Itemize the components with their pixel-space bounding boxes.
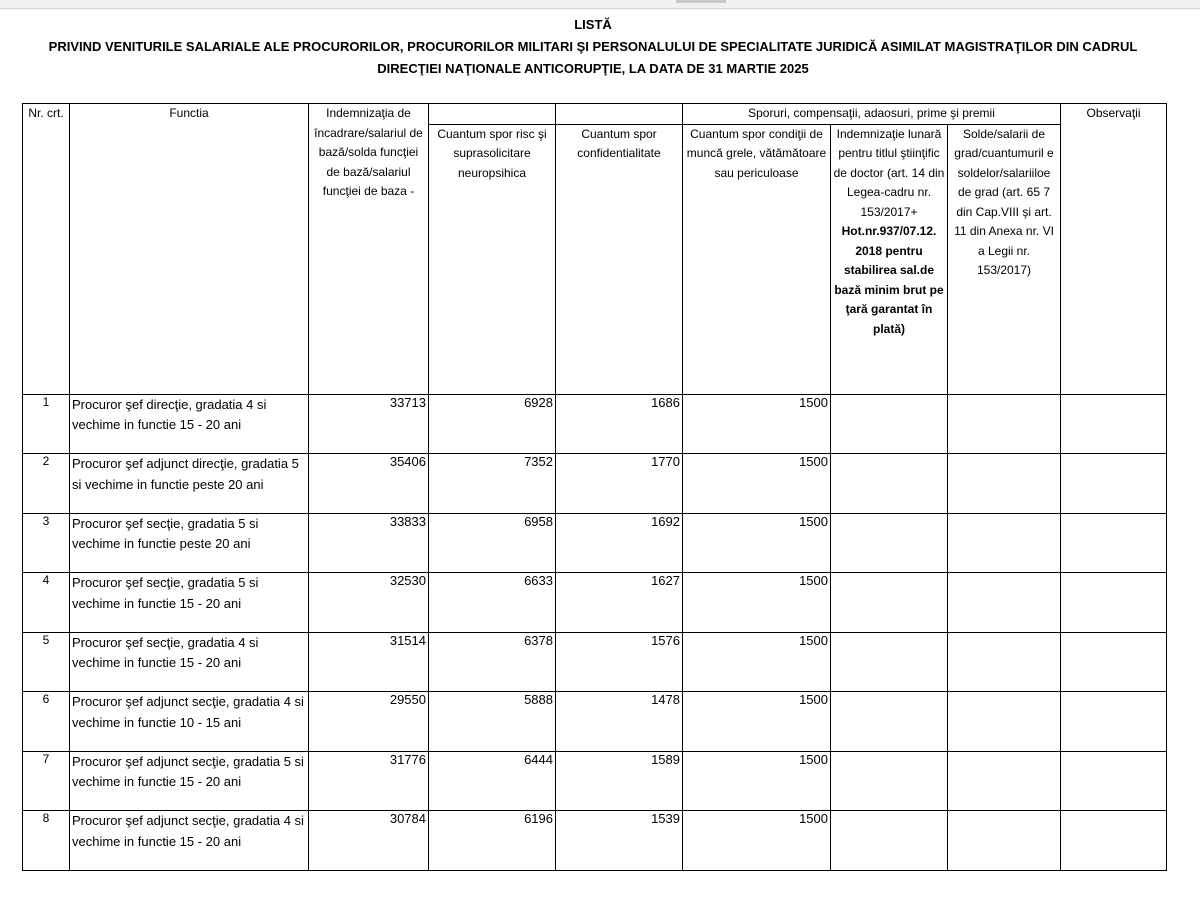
header-sporuri-group: Sporuri, compensaţii, adaosuri, prime şi premii	[683, 104, 1061, 125]
cell-indemnizatie-doctor	[831, 692, 948, 752]
cell-nr: 3	[23, 513, 70, 573]
cell-spor-confidential: 1770	[556, 454, 683, 514]
header-blank-2	[556, 104, 683, 125]
cell-nr: 5	[23, 632, 70, 692]
table-row	[23, 454, 1167, 514]
cell-nr: 1	[23, 394, 70, 454]
title-line-2: PRIVIND VENITURILE SALARIALE ALE PROCURORILOR, PROCURORILOR MILITARI ŞI PERSONALULUI DE SPECIALITATE JURIDICĂ ASIMILAT MAGISTRAŢILOR DIN CADRUL	[48, 39, 1138, 54]
cell-indemnizatie-doctor	[831, 811, 948, 871]
cell-functia: Procuror şef secţie, gradatia 5 si vechime in functie peste 20 ani	[70, 513, 309, 573]
cell-indemnizatia: 31514	[309, 632, 429, 692]
cell-spor-conditii: 1500	[683, 573, 831, 633]
cell-indemnizatia: 29550	[309, 692, 429, 752]
cell-observatii	[1061, 632, 1167, 692]
cell-spor-conditii: 1500	[683, 394, 831, 454]
cell-indemnizatia: 31776	[309, 751, 429, 811]
cell-spor-risc: 6928	[429, 394, 556, 454]
header-row-top	[23, 104, 1167, 125]
cell-solde	[948, 692, 1061, 752]
cell-solde	[948, 513, 1061, 573]
cell-solde	[948, 751, 1061, 811]
cell-observatii	[1061, 573, 1167, 633]
cell-indemnizatie-doctor	[831, 751, 948, 811]
cell-indemnizatia: 30784	[309, 811, 429, 871]
cell-indemnizatia: 35406	[309, 454, 429, 514]
table-row	[23, 632, 1167, 692]
cell-nr: 2	[23, 454, 70, 514]
header-observatii: Observaţii	[1061, 104, 1167, 395]
drag-handle[interactable]	[676, 0, 726, 3]
cell-spor-conditii: 1500	[683, 692, 831, 752]
cell-functia: Procuror şef secţie, gradatia 4 si vechime in functie 15 - 20 ani	[70, 632, 309, 692]
cell-spor-risc: 6958	[429, 513, 556, 573]
cell-indemnizatia: 33833	[309, 513, 429, 573]
cell-observatii	[1061, 394, 1167, 454]
cell-observatii	[1061, 513, 1167, 573]
cell-observatii	[1061, 454, 1167, 514]
document-title	[0, 14, 1186, 80]
cell-spor-conditii: 1500	[683, 513, 831, 573]
cell-spor-risc: 6196	[429, 811, 556, 871]
cell-functia: Procuror şef direcţie, gradatia 4 si vechime in functie 15 - 20 ani	[70, 394, 309, 454]
cell-spor-risc: 5888	[429, 692, 556, 752]
cell-observatii	[1061, 811, 1167, 871]
table-row	[23, 513, 1167, 573]
header-functia: Functia	[70, 104, 309, 395]
title-line-3: DIRECŢIEI NAŢIONALE ANTICORUPŢIE, LA DATA DE 31 MARTIE 2025	[377, 61, 809, 76]
cell-spor-conditii: 1500	[683, 751, 831, 811]
cell-nr: 4	[23, 573, 70, 633]
cell-spor-risc: 7352	[429, 454, 556, 514]
cell-spor-confidential: 1627	[556, 573, 683, 633]
cell-solde	[948, 573, 1061, 633]
cell-functia: Procuror şef secţie, gradatia 5 si vechime in functie 15 - 20 ani	[70, 573, 309, 633]
header-spor-risc: Cuantum spor risc şi suprasolicitare neuropsihica	[429, 124, 556, 394]
table-row	[23, 573, 1167, 633]
cell-spor-conditii: 1500	[683, 454, 831, 514]
title-line-1: LISTĂ	[574, 17, 612, 32]
header-nr: Nr. crt.	[23, 104, 70, 395]
cell-spor-conditii: 1500	[683, 811, 831, 871]
cell-solde	[948, 632, 1061, 692]
cell-indemnizatie-doctor	[831, 513, 948, 573]
header-blank-1	[429, 104, 556, 125]
cell-nr: 7	[23, 751, 70, 811]
cell-solde	[948, 811, 1061, 871]
cell-functia: Procuror şef adjunct secţie, gradatia 5 si vechime in functie 15 - 20 ani	[70, 751, 309, 811]
cell-spor-risc: 6633	[429, 573, 556, 633]
cell-observatii	[1061, 751, 1167, 811]
salary-table	[22, 103, 1167, 871]
cell-indemnizatie-doctor	[831, 573, 948, 633]
header-indemnizatie-doctor-text: Indemnizaţie lunară pentru titlul ştiinţific de doctor (art. 14 din Legea-cadru nr. 153/2017+	[833, 126, 945, 219]
cell-indemnizatia: 33713	[309, 394, 429, 454]
header-indemnizatie-doctor	[831, 124, 948, 394]
cell-spor-confidential: 1589	[556, 751, 683, 811]
header-solde: Solde/salarii de grad/cuantumuril e soldelor/salariiloe de grad (art. 65 7 din Cap.VIII şi art. 11 din Anexa nr. VI a Legii nr. 153/2017)	[948, 124, 1061, 394]
cell-solde	[948, 454, 1061, 514]
cell-solde	[948, 394, 1061, 454]
cell-functia: Procuror şef adjunct secţie, gradatia 4 si vechime in functie 10 - 15 ani	[70, 692, 309, 752]
table-row	[23, 692, 1167, 752]
top-toolbar-strip	[0, 0, 1200, 9]
cell-spor-confidential: 1539	[556, 811, 683, 871]
cell-spor-risc: 6378	[429, 632, 556, 692]
cell-indemnizatie-doctor	[831, 632, 948, 692]
cell-spor-conditii: 1500	[683, 632, 831, 692]
cell-functia: Procuror şef adjunct direcţie, gradatia 5 si vechime in functie peste 20 ani	[70, 454, 309, 514]
cell-spor-confidential: 1686	[556, 394, 683, 454]
header-spor-conditii: Cuantum spor condiţii de muncă grele, vătămătoare sau periculoase	[683, 124, 831, 394]
cell-indemnizatie-doctor	[831, 394, 948, 454]
table-row	[23, 811, 1167, 871]
cell-observatii	[1061, 692, 1167, 752]
cell-nr: 8	[23, 811, 70, 871]
cell-spor-confidential: 1478	[556, 692, 683, 752]
cell-indemnizatie-doctor	[831, 454, 948, 514]
table-row	[23, 394, 1167, 454]
cell-indemnizatia: 32530	[309, 573, 429, 633]
header-indemnizatia: Indemnizaţia de încadrare/salariul de bază/solda funcţiei de bază/salariul funcţiei de baza -	[309, 104, 429, 395]
header-indemnizatie-doctor-bold: Hot.nr.937/07.12. 2018 pentru stabilirea sal.de bază minim brut pe ţară garantat în plată)	[834, 224, 944, 336]
cell-nr: 6	[23, 692, 70, 752]
cell-spor-confidential: 1576	[556, 632, 683, 692]
table-row	[23, 751, 1167, 811]
cell-functia: Procuror şef adjunct secţie, gradatia 4 si vechime in functie 15 - 20 ani	[70, 811, 309, 871]
cell-spor-risc: 6444	[429, 751, 556, 811]
header-spor-confidential: Cuantum spor confidentialitate	[556, 124, 683, 394]
cell-spor-confidential: 1692	[556, 513, 683, 573]
